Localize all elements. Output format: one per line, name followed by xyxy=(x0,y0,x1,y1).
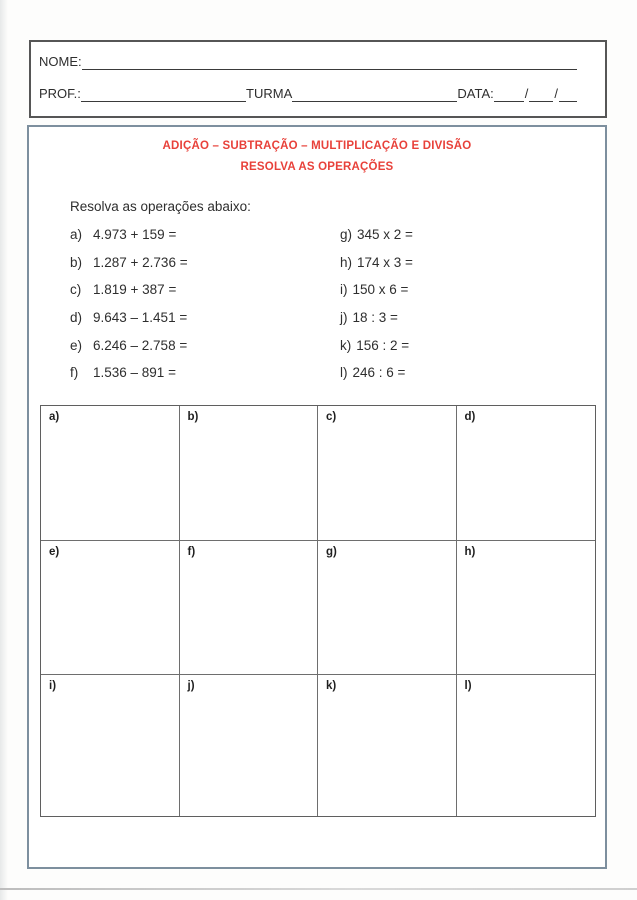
operation-expression: 345 x 2 = xyxy=(357,227,413,243)
operation-letter: f) xyxy=(70,365,79,381)
answer-cell-l: l) xyxy=(464,680,472,692)
name-row xyxy=(39,53,577,70)
operation-letter: g) xyxy=(340,227,353,243)
operations-column-right xyxy=(340,221,413,387)
turma-label: TURMA xyxy=(246,86,293,101)
operation-expression: 1.819 + 387 = xyxy=(93,282,177,298)
answer-cell-h: h) xyxy=(457,541,596,675)
answer-cell-b: b) xyxy=(180,406,319,541)
operation-item xyxy=(70,304,340,332)
operation-expression: 1.287 + 2.736 = xyxy=(93,254,188,270)
operation-expression: 1.536 – 891 = xyxy=(93,365,176,381)
worksheet-box xyxy=(27,125,607,869)
date-slash: / xyxy=(554,86,559,101)
operation-item xyxy=(340,359,413,387)
operation-letter: j) xyxy=(340,310,348,326)
operation-item xyxy=(340,276,413,304)
operation-item xyxy=(70,331,340,359)
scan-edge-shade xyxy=(0,0,8,900)
operation-item xyxy=(70,359,340,387)
scan-edge-line xyxy=(0,888,637,890)
prof-turma-data-row xyxy=(39,85,577,102)
answer-cell-e: e) xyxy=(41,541,180,675)
operation-letter: c) xyxy=(70,282,82,298)
operation-letter: k) xyxy=(340,337,352,353)
prof-write-in-line xyxy=(81,87,246,102)
operation-item xyxy=(340,221,413,249)
answer-cell-a: a) xyxy=(41,406,180,541)
data-label: DATA: xyxy=(457,86,494,101)
operation-expression: 18 : 3 = xyxy=(352,310,398,326)
operation-letter: l) xyxy=(340,365,348,381)
operation-item xyxy=(70,249,340,277)
operation-item xyxy=(340,304,413,332)
date-year-line xyxy=(559,87,577,102)
answer-cell-i: i) xyxy=(41,675,180,816)
answer-cell-d: d) xyxy=(457,406,596,541)
name-label: NOME: xyxy=(39,54,82,69)
operation-item xyxy=(70,276,340,304)
operation-item xyxy=(340,249,413,277)
student-info-box xyxy=(29,40,607,118)
instruction-text: Resolva as operações abaixo: xyxy=(70,199,251,214)
operation-expression: 246 : 6 = xyxy=(352,365,406,381)
operation-expression: 4.973 + 159 = xyxy=(93,227,177,243)
answer-cell-g: g) xyxy=(318,541,457,675)
operation-letter: h) xyxy=(340,254,353,270)
answer-grid xyxy=(40,405,596,817)
operation-expression: 6.246 – 2.758 = xyxy=(93,337,188,353)
operation-expression: 174 x 3 = xyxy=(357,254,413,270)
answer-cell-f: f) xyxy=(180,541,319,675)
answer-cell-j: j) xyxy=(180,675,319,816)
operation-expression: 156 : 2 = xyxy=(356,337,410,353)
operation-letter: i) xyxy=(340,282,348,298)
worksheet-title: ADIÇÃO – SUBTRAÇÃO – MULTIPLICAÇÃO E DIVISÃO xyxy=(162,140,472,152)
operation-item xyxy=(70,221,340,249)
operation-letter: e) xyxy=(70,337,83,353)
turma-write-in-line xyxy=(292,87,457,102)
answer-cell-k: k) xyxy=(318,675,457,816)
operation-expression: 150 x 6 = xyxy=(352,282,409,298)
worksheet-subtitle: RESOLVA AS OPERAÇÕES xyxy=(240,161,394,173)
date-month-line xyxy=(529,87,553,102)
operation-item xyxy=(340,331,413,359)
operation-expression: 9.643 – 1.451 = xyxy=(93,310,188,326)
date-slash: / xyxy=(524,86,529,101)
operations-column-left xyxy=(70,221,340,387)
name-write-in-line xyxy=(82,55,577,70)
answer-cell-c: c) xyxy=(318,406,457,541)
operation-letter: a) xyxy=(70,227,83,243)
operations-list xyxy=(70,221,605,387)
date-day-line xyxy=(494,87,524,102)
operation-letter: b) xyxy=(70,254,83,270)
operation-letter: d) xyxy=(70,310,83,326)
prof-label: PROF.: xyxy=(39,86,81,101)
